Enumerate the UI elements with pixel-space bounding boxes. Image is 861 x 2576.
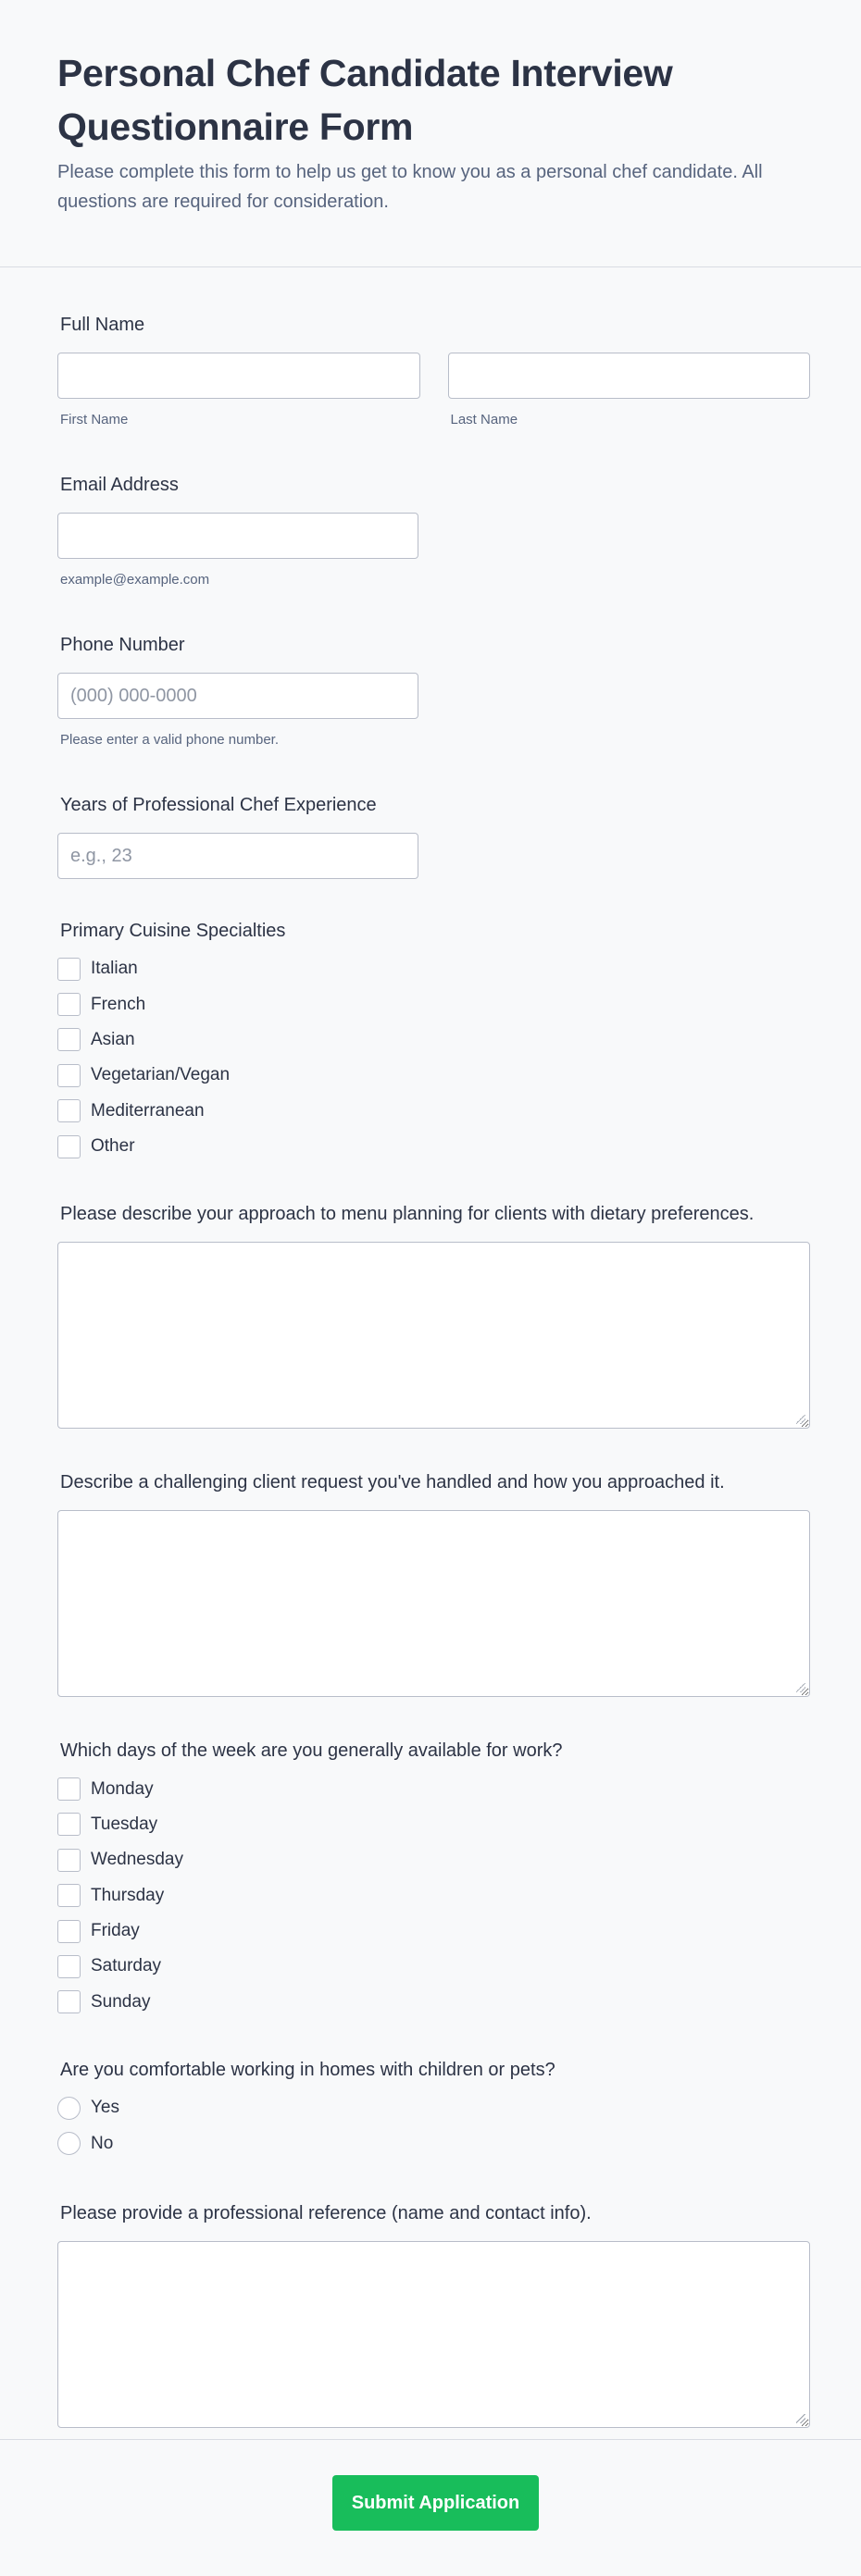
- checkbox[interactable]: [57, 1884, 81, 1907]
- checkbox[interactable]: [57, 1064, 81, 1087]
- option-label: Italian: [91, 959, 138, 979]
- option-label: Yes: [91, 2098, 119, 2118]
- day-option-wednesday[interactable]: [57, 1842, 810, 1877]
- phone-field: [57, 632, 810, 749]
- reference-label: Please provide a professional reference (name and contact info).: [60, 2202, 592, 2223]
- last-name-sublabel: Last Name: [450, 412, 518, 427]
- checkbox[interactable]: [57, 1028, 81, 1051]
- menu-planning-field: [57, 1201, 810, 1429]
- radio-button[interactable]: [57, 2097, 81, 2120]
- checkbox[interactable]: [57, 958, 81, 981]
- reference-textarea[interactable]: [57, 2241, 810, 2428]
- option-label: No: [91, 2133, 114, 2153]
- experience-label: Years of Professional Chef Experience: [60, 795, 377, 815]
- resize-grip-icon[interactable]: [796, 1415, 805, 1424]
- first-name-sublabel: First Name: [60, 412, 129, 427]
- option-label: Friday: [91, 1921, 140, 1941]
- option-label: Sunday: [91, 1991, 151, 2012]
- first-name-column: [57, 353, 420, 429]
- option-label: Wednesday: [91, 1850, 183, 1870]
- form-header: [0, 0, 861, 267]
- challenging-request-wrapper: [57, 1510, 810, 1697]
- availability-label: Which days of the week are you generally available for work?: [60, 1740, 563, 1762]
- day-option-tuesday[interactable]: [57, 1807, 810, 1842]
- menu-planning-textarea[interactable]: [57, 1242, 810, 1429]
- experience-input[interactable]: [57, 833, 418, 879]
- availability-options: [57, 1771, 810, 2020]
- reference-wrapper: [57, 2241, 810, 2428]
- cuisine-field: [57, 918, 810, 1164]
- checkbox[interactable]: [57, 1777, 81, 1801]
- checkbox[interactable]: [57, 1849, 81, 1872]
- day-option-sunday[interactable]: [57, 1985, 810, 2020]
- resize-grip-icon[interactable]: [796, 2414, 805, 2423]
- email-field: [57, 472, 810, 589]
- option-label: Other: [91, 1136, 135, 1157]
- full-name-label: Full Name: [60, 315, 145, 335]
- challenging-request-textarea[interactable]: [57, 1510, 810, 1697]
- option-label: Saturday: [91, 1956, 162, 1976]
- checkbox[interactable]: [57, 1135, 81, 1158]
- phone-label: Phone Number: [60, 635, 185, 655]
- day-option-monday[interactable]: [57, 1771, 810, 1806]
- email-input[interactable]: [57, 513, 418, 559]
- option-label: Thursday: [91, 1885, 165, 1905]
- checkbox[interactable]: [57, 1099, 81, 1122]
- menu-planning-label: Please describe your approach to menu planning for clients with dietary preferences.: [60, 1204, 755, 1225]
- option-label: Mediterranean: [91, 1100, 205, 1121]
- checkbox[interactable]: [57, 993, 81, 1016]
- children-pets-label: Are you comfortable working in homes with children or pets?: [60, 2060, 555, 2081]
- page-subtitle: Please complete this form to help us get to know you as a personal chef candidate. All questions are required for consideration.: [57, 162, 763, 212]
- cuisine-option-french[interactable]: [57, 986, 810, 1022]
- option-label: Monday: [91, 1778, 154, 1799]
- cuisine-option-vegetarian[interactable]: [57, 1058, 810, 1093]
- checkbox[interactable]: [57, 1990, 81, 2013]
- form-footer: [0, 2439, 861, 2576]
- checkbox[interactable]: [57, 1955, 81, 1978]
- full-name-field: [57, 312, 810, 429]
- day-option-thursday[interactable]: [57, 1878, 810, 1913]
- phone-sublabel: Please enter a valid phone number.: [60, 732, 279, 748]
- children-pets-options: [57, 2090, 810, 2161]
- option-label: Tuesday: [91, 1814, 158, 1834]
- email-sublabel: example@example.com: [60, 572, 210, 588]
- option-label: French: [91, 994, 146, 1014]
- day-option-saturday[interactable]: [57, 1949, 810, 1984]
- email-label: Email Address: [60, 475, 179, 495]
- day-option-friday[interactable]: [57, 1913, 810, 1949]
- experience-field: [57, 792, 810, 879]
- checkbox[interactable]: [57, 1920, 81, 1943]
- menu-planning-wrapper: [57, 1242, 810, 1429]
- form-body: [0, 312, 861, 2428]
- reference-field: [57, 2200, 810, 2428]
- cuisine-label: Primary Cuisine Specialties: [60, 921, 286, 941]
- cuisine-option-asian[interactable]: [57, 1022, 810, 1058]
- radio-option-no[interactable]: [57, 2125, 810, 2161]
- cuisine-option-mediterranean[interactable]: [57, 1094, 810, 1129]
- first-name-input[interactable]: [57, 353, 420, 399]
- radio-option-yes[interactable]: [57, 2090, 810, 2125]
- phone-input[interactable]: [57, 673, 418, 719]
- cuisine-option-italian[interactable]: [57, 951, 810, 986]
- challenging-request-field: [57, 1469, 810, 1697]
- availability-field: [57, 1738, 810, 2020]
- option-label: Asian: [91, 1029, 135, 1049]
- page-title: Personal Chef Candidate Interview Questionnaire Form: [57, 52, 673, 148]
- full-name-row: [57, 353, 810, 429]
- radio-button[interactable]: [57, 2132, 81, 2155]
- last-name-column: [448, 353, 811, 429]
- challenging-request-label: Describe a challenging client request you've handled and how you approached it.: [60, 1472, 725, 1493]
- checkbox[interactable]: [57, 1813, 81, 1836]
- resize-grip-icon[interactable]: [796, 1683, 805, 1692]
- cuisine-option-other[interactable]: [57, 1129, 810, 1164]
- cuisine-options: [57, 951, 810, 1164]
- last-name-input[interactable]: [448, 353, 811, 399]
- children-pets-field: [57, 2057, 810, 2161]
- option-label: Vegetarian/Vegan: [91, 1065, 231, 1085]
- submit-button[interactable]: Submit Application: [332, 2475, 539, 2531]
